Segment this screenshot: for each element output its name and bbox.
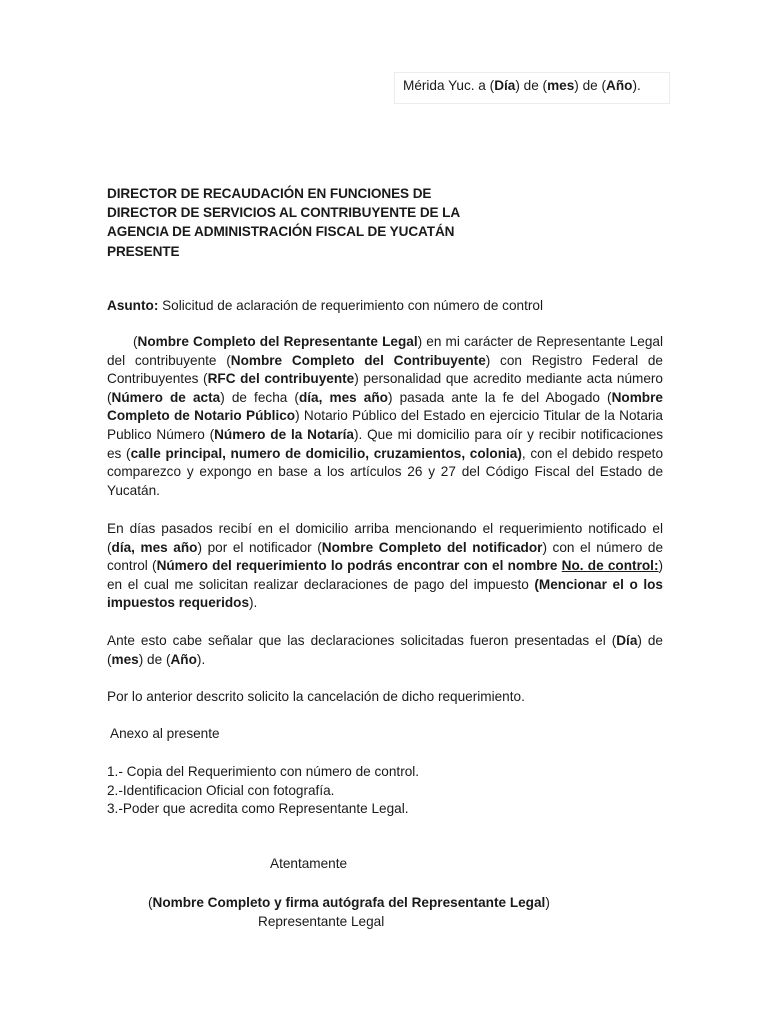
placeholder-taxpayer-name: Nombre Completo del Contribuyente (230, 352, 486, 368)
text-run: ( (148, 895, 153, 910)
date-month-placeholder: mes (547, 78, 575, 93)
subject-label: Asunto: (107, 298, 159, 313)
signature-role: Representante Legal (258, 914, 385, 929)
paragraph-request: Por lo anterior descrito solicito la cancelación de dicho requerimiento. (107, 689, 525, 704)
text-run: ( (133, 334, 138, 349)
text-run: ) (545, 895, 550, 910)
signature-name (148, 893, 550, 912)
paragraph-representation (107, 333, 663, 500)
text-run: ). (249, 595, 258, 611)
placeholder-signature: Nombre Completo y firma autógrafa del Representante Legal (152, 895, 546, 910)
annex-title: Anexo al presente (110, 726, 220, 741)
placeholder-address: calle principal, numero de domicilio, cruzamientos, colonia) (130, 445, 522, 461)
text-run: ) personalidad que acredito mediante acta número ( (107, 371, 663, 405)
subject-text: Solicitud de aclaración de requerimiento con número de control (158, 298, 543, 313)
text-run: ) en mi carácter de Representante Legal del contribuyente ( (107, 334, 663, 368)
placeholder-notification-date: día, mes año (111, 539, 198, 555)
text-run: ) pasada ante la fe del Abogado ( (387, 389, 612, 405)
date-suffix: ). (632, 78, 641, 93)
closing: Atentamente (270, 856, 348, 871)
control-number-label: No. de control: (561, 558, 659, 574)
list-item: 1.- Copia del Requerimiento con número de control. (107, 764, 420, 779)
text-run: ) de ( (107, 633, 663, 667)
addressee-line: DIRECTOR DE SERVICIOS AL CONTRIBUYENTE DE LA (107, 205, 461, 221)
paragraph-notification (107, 520, 663, 613)
paragraph-declarations (107, 632, 663, 669)
text-run: ) con el número de control ( (107, 539, 663, 574)
date-year-placeholder: Año (606, 78, 633, 93)
text-run: ) de ( (138, 651, 171, 667)
text-run: , con el debido respeto comparezco y expongo en base a los artículos 26 y 27 del Código Fiscal del Estado de Yucatán. (107, 445, 664, 498)
placeholder-notary-number: Número de la Notaría (214, 426, 354, 442)
text-run: ) Notario Público del Estado en ejercicio Titular de la Notaria Publico Número ( (107, 408, 663, 442)
list-item: 3.-Poder que acredita como Representante Legal. (107, 801, 409, 817)
placeholder-notifier-name: Nombre Completo del notificador (321, 539, 543, 555)
placeholder-representative-name: Nombre Completo del Representante Legal (137, 334, 418, 349)
addressee-line: DIRECTOR DE RECAUDACIÓN EN FUNCIONES DE (107, 186, 432, 201)
text-run: ). Que mi domicilio para oír y recibir notificaciones es ( (107, 426, 663, 461)
date-line (394, 72, 670, 104)
text-run: ) en el cual me solicitan realizar declaraciones de pago del impuesto (107, 558, 664, 592)
text-run: ) de fecha ( (220, 389, 299, 405)
text-run: En días pasados recibí en el domicilio arriba mencionando el requerimiento notificado el ( (107, 521, 663, 555)
addressee-block (107, 184, 667, 261)
addressee-line: PRESENTE (107, 243, 180, 259)
text-run: ) con Registro Federal de Contribuyentes ( (107, 352, 663, 387)
placeholder-notary-name: Nombre Completo de Notario Público (107, 389, 663, 424)
placeholder-act-date: día, mes año (298, 389, 388, 405)
subject-line (107, 297, 663, 316)
placeholder-taxes: (Mencionar el o los impuestos requeridos (107, 576, 663, 611)
text-run: ). (196, 651, 206, 667)
addressee-line: AGENCIA DE ADMINISTRACIÓN FISCAL DE YUCATÁN (107, 224, 455, 240)
date-prefix: Mérida Yuc. a ( (403, 78, 495, 93)
date-separator: ) de ( (515, 78, 548, 93)
date-separator: ) de ( (574, 78, 607, 93)
annex-list (107, 763, 663, 819)
placeholder-day: Día (616, 633, 638, 648)
date-day-placeholder: Día (494, 78, 516, 93)
placeholder-act-number: Número de acta (111, 389, 221, 405)
list-item: 2.-Identificacion Oficial con fotografía. (107, 782, 335, 798)
placeholder-control-number: Número del requerimiento lo podrás encontrar con el nombre (156, 558, 562, 574)
placeholder-month: mes (111, 651, 139, 667)
text-run: ) por el notificador ( (197, 539, 322, 555)
placeholder-rfc: RFC del contribuyente (207, 371, 355, 387)
text-run: Ante esto cabe señalar que las declaraciones solicitadas fueron presentadas el ( (107, 633, 617, 648)
placeholder-year: Año (170, 651, 197, 667)
